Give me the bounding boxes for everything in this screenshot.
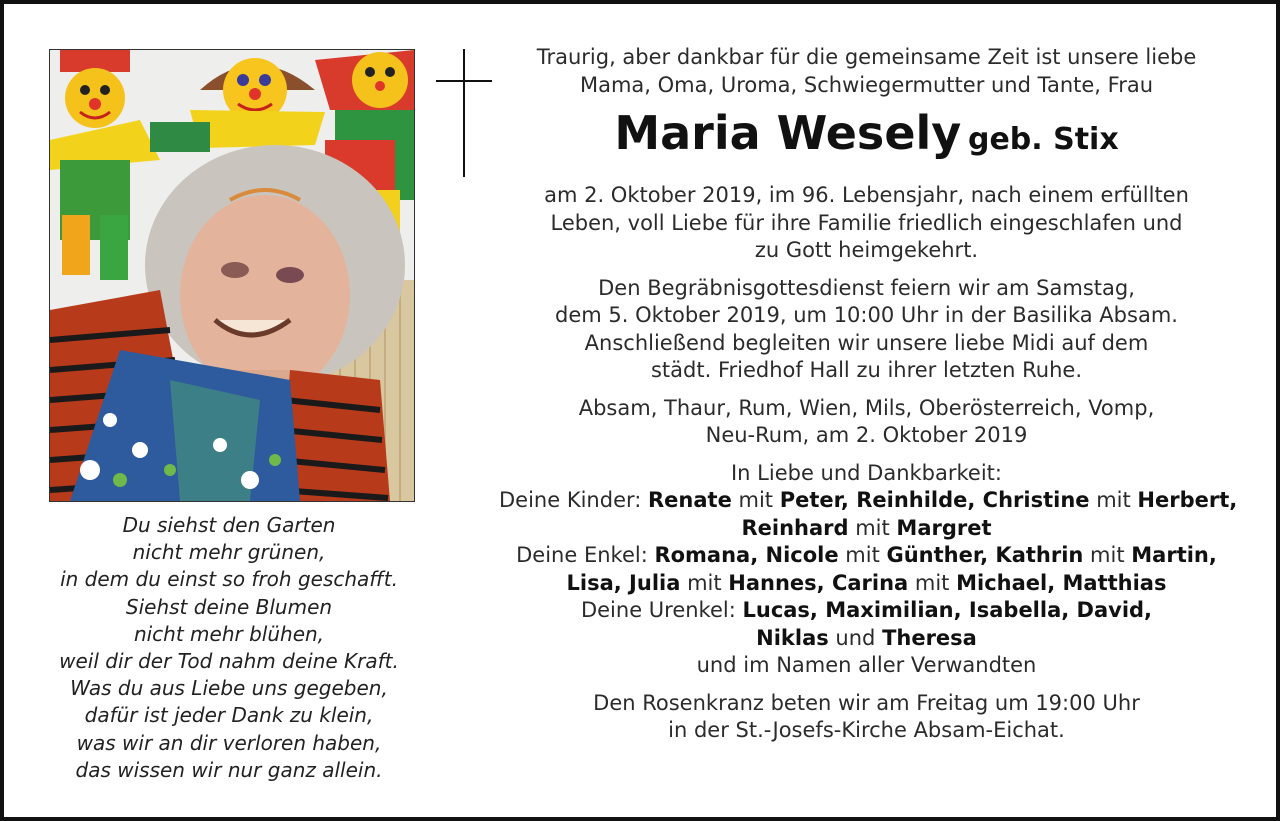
portrait-illustration — [50, 50, 414, 501]
rosary-text-line: in der St.-Josefs-Kirche Absam-Eichat. — [668, 718, 1065, 742]
death-text-line: zu Gott heimgekehrt. — [754, 238, 979, 262]
children-line-1: Deine Kinder: Renate mit Peter, Reinhilde, Christine mit Herbert, — [499, 488, 1238, 512]
poem-line: Siehst deine Blumen — [125, 594, 333, 619]
poem-line: nicht mehr blühen, — [133, 621, 325, 646]
funeral-text-line: dem 5. Oktober 2019, um 10:00 Uhr in der Basilika Absam. — [555, 303, 1178, 327]
poem — [24, 512, 434, 784]
grandchildren-line-2: Lisa, Julia mit Hannes, Carina mit Michael, Matthias — [566, 570, 1167, 595]
relatives-line: und im Namen aller Verwandten — [696, 653, 1037, 677]
funeral-text-line: Anschließend begleiten wir unsere liebe Midi auf dem — [584, 330, 1149, 355]
poem-line: was wir an dir verloren haben, — [76, 730, 382, 755]
death-text-line: am 2. Oktober 2019, im 96. Lebensjahr, nach einem erfüllten — [544, 183, 1189, 207]
funeral-text-line: Den Begräbnisgottesdienst feiern wir am Samstag, — [598, 275, 1135, 300]
funeral-text-line: städt. Friedhof Hall zu ihrer letzten Ruhe. — [650, 358, 1083, 382]
obituary-text — [499, 44, 1238, 745]
deceased-name-line — [499, 103, 1234, 172]
intro-line: Mama, Oma, Uroma, Schwiegermutter und Tante, Frau — [579, 72, 1154, 97]
grandchildren-line-1: Deine Enkel: Romana, Nicole mit Günther, Kathrin mit Martin, — [516, 543, 1217, 567]
children-line-2: Reinhard mit Margret — [741, 515, 992, 540]
rosary-text-line: Den Rosenkranz beten wir am Freitag um 19:00 Uhr — [593, 690, 1140, 715]
places-text-line: Absam, Thaur, Rum, Wien, Mils, Oberösterreich, Vomp, — [578, 395, 1155, 420]
intro-line: Traurig, aber dankbar für die gemeinsame Zeit ist unsere liebe — [536, 45, 1197, 69]
death-text-line: Leben, voll Liebe für ihre Familie friedlich eingeschlafen und — [550, 210, 1183, 235]
cross-icon — [436, 49, 494, 179]
birth-name: geb. Stix — [967, 122, 1119, 157]
poem-line: das wissen wir nur ganz allein. — [75, 757, 383, 782]
gratitude-line: In Liebe und Dankbarkeit: — [730, 460, 1002, 485]
great-grandchildren-line-1: Deine Urenkel: Lucas, Maximilian, Isabella, David, — [580, 598, 1153, 622]
poem-line: weil dir der Tod nahm deine Kraft. — [59, 649, 399, 674]
great-grandchildren-line-2: Niklas und Theresa — [756, 625, 977, 650]
portrait-photo — [49, 49, 415, 502]
poem-line: nicht mehr grünen, — [132, 540, 326, 565]
deceased-name: Maria Wesely — [614, 106, 962, 160]
poem-line: dafür ist jeder Dank zu klein, — [84, 703, 374, 728]
poem-line: Was du aus Liebe uns gegeben, — [70, 676, 388, 701]
poem-line: in dem du einst so froh geschafft. — [60, 567, 398, 592]
places-text-line: Neu-Rum, am 2. Oktober 2019 — [705, 423, 1028, 447]
poem-line: Du siehst den Garten — [122, 513, 336, 537]
